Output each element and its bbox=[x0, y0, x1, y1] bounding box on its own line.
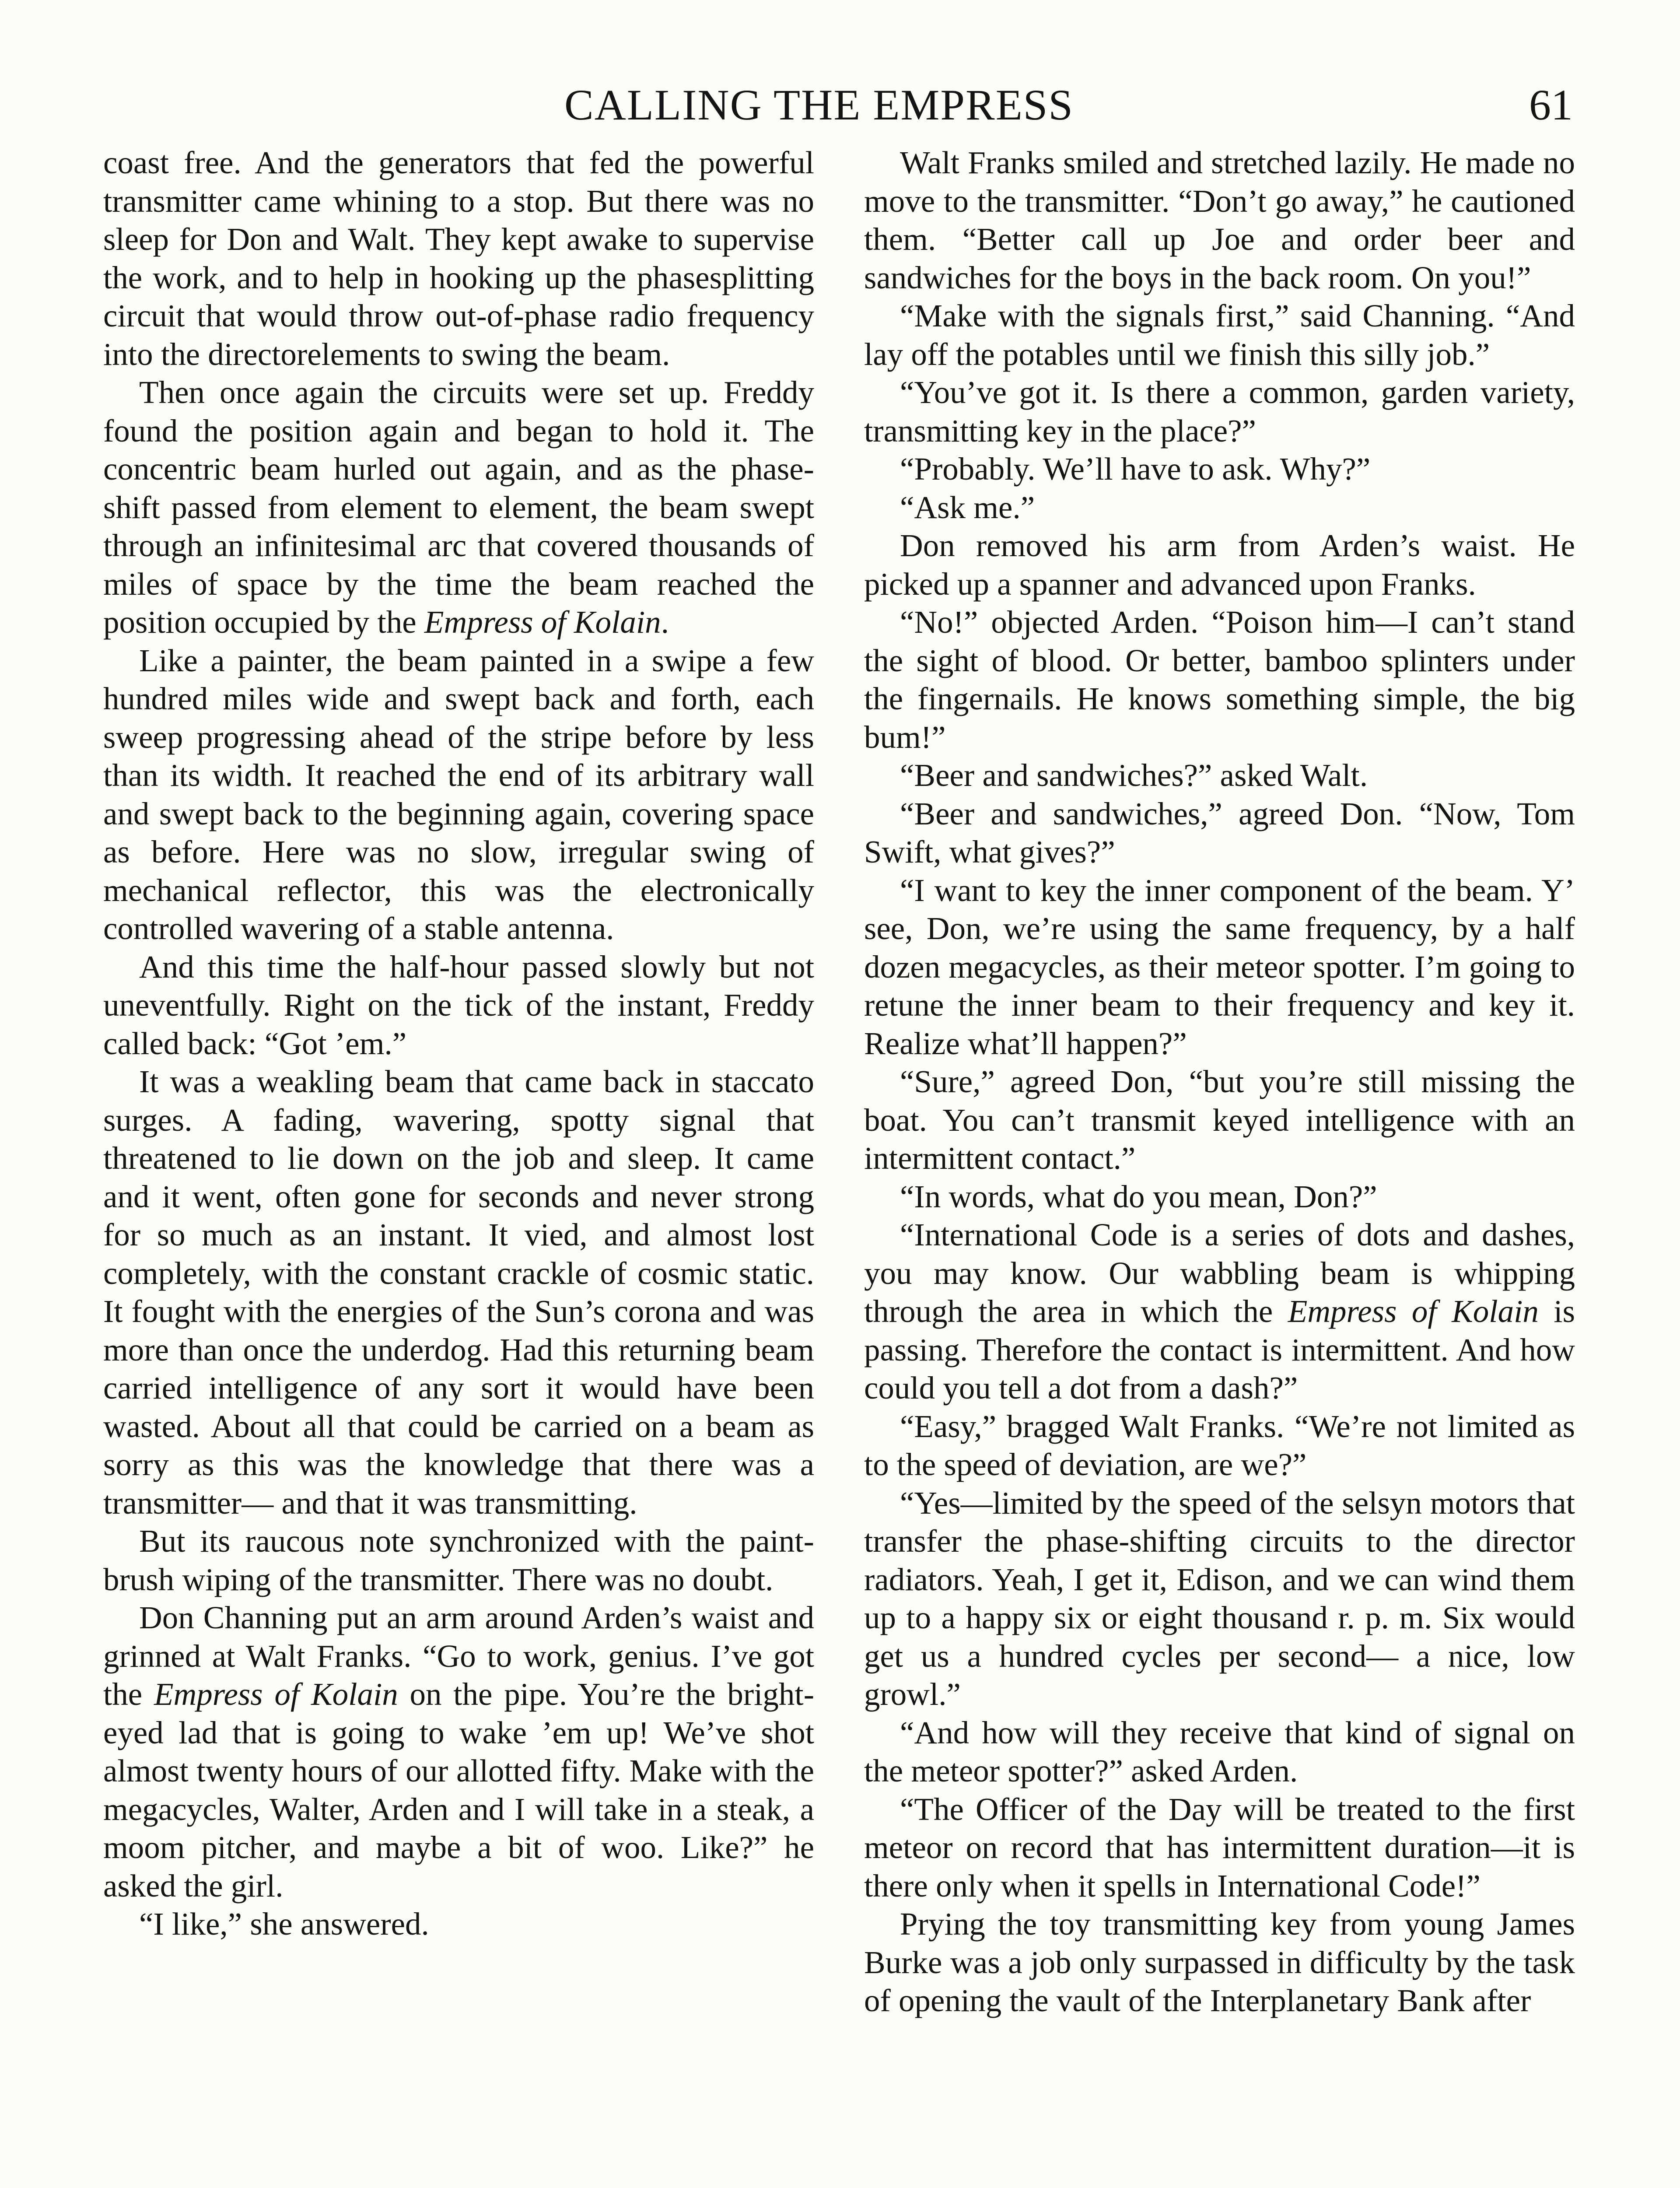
italic-title: Empress of Kolain bbox=[424, 604, 661, 640]
paragraph bbox=[864, 603, 1575, 756]
text-run: Like a painter, the beam painted in a swipe a few hundred miles wide and swept back and forth, each sweep progressing ahead of the stripe before by less than its width. It reached the end of its arbitrary wall and swept back to the beginning again, covering space as before. Here was no slow, irregular swing of mechanical reflector, this was the electronically controlled wavering of a stable antenna. bbox=[103, 642, 814, 946]
paragraph bbox=[864, 297, 1575, 373]
paragraph bbox=[103, 1062, 814, 1522]
text-run: “You’ve got it. Is there a common, garden variety, transmitting key in the place?” bbox=[864, 375, 1575, 449]
italic-title: Empress of Kolain bbox=[154, 1676, 398, 1712]
paragraph bbox=[103, 1599, 814, 1905]
page-number: 61 bbox=[1529, 81, 1573, 129]
text-run: “Probably. We’ll have to ask. Why?” bbox=[900, 451, 1371, 487]
text-run: “Beer and sandwiches,” agreed Don. “Now, Tom Swift, what gives?” bbox=[864, 796, 1575, 870]
paragraph bbox=[864, 1216, 1575, 1407]
text-run: Don removed his arm from Arden’s waist. He picked up a spanner and advanced upon Franks. bbox=[864, 528, 1575, 602]
paragraph bbox=[864, 871, 1575, 1063]
text-run: It was a weakling beam that came back in staccato surges. A fading, wavering, spotty signal that threatened to lie down on the job and sleep. It came and it went, often gone for seconds and never strong for so much as an instant. It vied, and almost lost completely, with the constant crackle of cosmic static. It fought with the energies of the Sun’s corona and was more than once the underdog. Had this returning beam carried intelligence of any sort it would have been wasted. About all that could be carried on a beam as sorry as this was the knowledge that there was a transmitter— and that it was transmitting. bbox=[103, 1064, 814, 1521]
text-run: Prying the toy transmitting key from young James Burke was a job only surpassed in difficulty by the task of opening the vault of the Interplanetary Bank after bbox=[864, 1906, 1575, 2018]
text-run: “In words, what do you mean, Don?” bbox=[900, 1178, 1377, 1214]
text-run: on the pipe. You’re the bright-eyed lad that is going to wake ’em up! We’ve shot almost twenty hours of our allotted fifty. Make with the megacycles, Walter, Arden and I will take in a steak, a moom pitcher, and maybe a bit of woo. Like?” he asked the girl. bbox=[103, 1676, 815, 1904]
page-header-title: CALLING THE EMPRESS bbox=[564, 81, 1074, 129]
paragraph bbox=[864, 144, 1575, 297]
paragraph bbox=[103, 948, 814, 1063]
paragraph bbox=[103, 1522, 814, 1599]
text-run: . bbox=[661, 604, 669, 640]
text-run: “And how will they receive that kind of signal on the meteor spotter?” asked Arden. bbox=[864, 1715, 1575, 1788]
text-run: Walt Franks smiled and stretched lazily. He made no move to the transmitter. “Don’t go away,” he cautioned them. “Better call up Joe and order beer and sandwiches for the boys in the back room. On you!” bbox=[864, 145, 1575, 295]
paragraph bbox=[864, 1714, 1575, 1790]
paragraph bbox=[864, 488, 1575, 527]
paragraph bbox=[864, 526, 1575, 603]
text-run: “International Code is a series of dots and dashes, you may know. Our wabbling beam is whipping through the area in which the bbox=[864, 1217, 1575, 1329]
text-run: “Make with the signals first,” said Channing. “And lay off the potables until we finish this silly job.” bbox=[864, 298, 1575, 372]
right-text-column bbox=[864, 144, 1575, 2020]
text-run: And this time the half-hour passed slowly but not uneventfully. Right on the tick of the instant, Freddy called back: “Got ’em.” bbox=[103, 949, 814, 1061]
text-run: “Yes—limited by the speed of the selsyn motors that transfer the phase-shifting circuits to the director radiators. Yeah, I get it, Edison, and we can wind them up to a happy six or eight thousand r. p. m. Six would get us a hundred cycles per second— a nice, low growl.” bbox=[864, 1485, 1575, 1712]
running-head bbox=[0, 74, 1680, 136]
text-run: “Easy,” bragged Walt Franks. “We’re not limited as to the speed of deviation, are we?” bbox=[864, 1408, 1575, 1482]
paragraph bbox=[864, 1905, 1575, 2020]
text-run: Don Channing put an arm around Arden’s waist and grinned at Walt Franks. “Go to work, genius. I’ve got the bbox=[103, 1600, 814, 1712]
text-run: But its raucous note synchronized with the paint-brush wiping of the transmitter. There was no doubt. bbox=[103, 1523, 814, 1597]
text-run: “I like,” she answered. bbox=[139, 1906, 429, 1942]
paragraph bbox=[864, 756, 1575, 795]
text-run: “I want to key the inner component of the beam. Y’ see, Don, we’re using the same frequency, by a half dozen megacycles, as their meteor spotter. I’m going to retune the inner beam to their frequency and key it. Realize what’ll happen?” bbox=[864, 872, 1575, 1061]
text-run: Then once again the circuits were set up. Freddy found the position again and began to hold it. The concentric beam hurled out again, and as the phase-shift passed from element to element, the beam swept through an infinitesimal arc that covered thousands of miles of space by the time the beam reached the position occupied by the bbox=[103, 375, 814, 640]
paragraph bbox=[864, 450, 1575, 488]
text-run: “No!” objected Arden. “Poison him—I can’t stand the sight of blood. Or better, bamboo splinters under the fingernails. He knows something simple, the big bum!” bbox=[864, 604, 1575, 755]
paragraph bbox=[864, 1484, 1575, 1714]
continued-paragraph bbox=[103, 144, 814, 373]
text-run: “The Officer of the Day will be treated to the first meteor on record that has intermittent duration—it is there only when it spells in International Code!” bbox=[864, 1791, 1575, 1904]
paragraph bbox=[864, 1790, 1575, 1905]
text-run: “Beer and sandwiches?” asked Walt. bbox=[900, 757, 1368, 793]
paragraph bbox=[103, 373, 814, 642]
paragraph bbox=[864, 1407, 1575, 1484]
italic-title: Empress of Kolain bbox=[1288, 1294, 1539, 1329]
paragraph bbox=[864, 1178, 1575, 1216]
paragraph bbox=[864, 373, 1575, 450]
left-text-column bbox=[103, 144, 814, 1943]
text-run: coast free. And the generators that fed the powerful transmitter came whining to a stop. But there was no sleep for Don and Walt. They kept awake to supervise the work, and to help in hooking up the phasesplitting circuit that would throw out-of-phase radio frequency into the directorelements to swing the beam. bbox=[103, 145, 814, 372]
text-run: is passing. Therefore the contact is intermittent. And how could you tell a dot from a dash?” bbox=[864, 1294, 1575, 1406]
paragraph bbox=[864, 1062, 1575, 1178]
text-run: “Ask me.” bbox=[900, 489, 1035, 525]
paragraph bbox=[864, 795, 1575, 871]
paragraph bbox=[103, 642, 814, 948]
text-run: “Sure,” agreed Don, “but you’re still missing the boat. You can’t transmit keyed intelligence with an intermittent contact.” bbox=[864, 1064, 1575, 1176]
paragraph bbox=[103, 1905, 814, 1943]
